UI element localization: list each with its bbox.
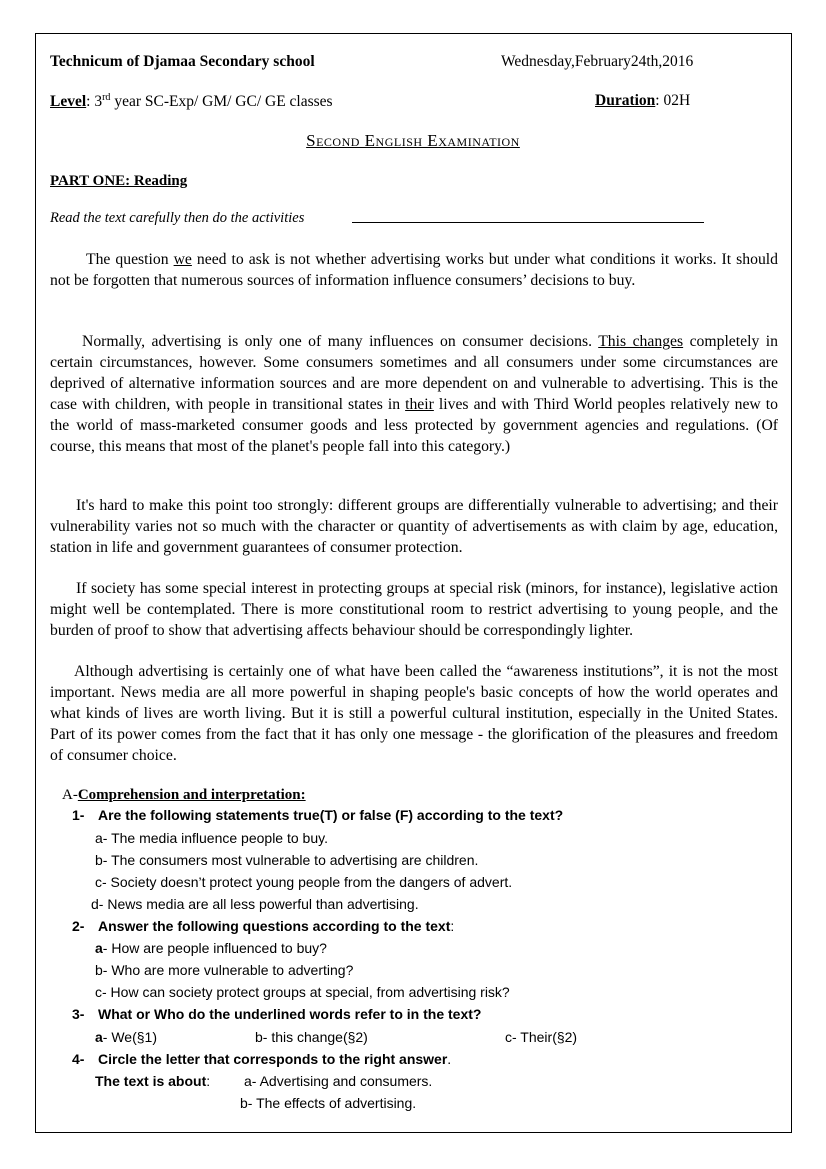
- question-3: 3- What or Who do the underlined words refer to in the text?: [72, 1006, 482, 1022]
- underlined-we: we: [173, 251, 192, 268]
- reading-instruction: Read the text carefully then do the activities: [50, 210, 305, 226]
- q3-item-c: c- Their(§2): [505, 1029, 578, 1045]
- duration-line: [595, 92, 690, 110]
- duration-label: Duration: [595, 92, 656, 109]
- underlined-this-changes: This changes: [598, 333, 684, 350]
- exam-title: Second English Examination: [306, 131, 520, 150]
- level-line: [50, 92, 333, 111]
- passage-paragraph-3: It's hard to make this point too strongly: different groups are differentially vulnerable to advertising; and their vulnerability varies not so much with the character or quantity of advertisements as with claim by age, education, station in life and government guarantees of consumer protection.: [50, 497, 778, 556]
- instruction-rule: [352, 222, 704, 223]
- q2-item-b: b- Who are more vulnerable to adverting?: [95, 962, 354, 978]
- level-classes: year SC-Exp/ GM/ GC/ GE classes: [110, 93, 333, 111]
- passage-paragraph-5: Although advertising is certainly one of what have been called the “awareness institutions”, it is not the most important. News media are all more powerful in shaping people's basic concepts of how the world operates and what kinds of lives are worth living. But it is still a powerful cultural institution, especially in the United States. Part of its power comes from the fact that it has only one message - the glorification of the pleasures and freedom of consumer choice.: [50, 663, 778, 764]
- level-label: Level: [50, 93, 87, 111]
- q2-item-c: c- How can society protect groups at special, from advertising risk?: [95, 984, 510, 1000]
- question-4: 4- Circle the letter that corresponds to the right answer.: [72, 1051, 452, 1067]
- q4-option-b: b- The effects of advertising.: [240, 1095, 417, 1111]
- part-one-title: PART ONE: Reading: [50, 173, 188, 189]
- passage-paragraph-1: The question we need to ask is not whether advertising works but under what conditions it works. It should not be forgotten that numerous sources of information influence consumers’ decisions to buy.: [50, 251, 778, 289]
- q1-item-d: d- News media are all less powerful than advertising.: [91, 896, 419, 912]
- q3-item-a: a- We(§1): [95, 1029, 157, 1045]
- q4-lead: The text is about:: [95, 1073, 211, 1089]
- section-a-heading: A-Comprehension and interpretation:: [62, 787, 306, 803]
- exam-date: Wednesday,February24th,2016: [501, 53, 694, 70]
- q4-option-a: a- Advertising and consumers.: [244, 1073, 433, 1089]
- duration-value: : 02H: [655, 92, 691, 109]
- underlined-their: their: [405, 396, 434, 413]
- passage-paragraph-2: Normally, advertising is only one of many influences on consumer decisions. This changes completely in certain circumstances, however. Some consumers sometimes and all consumers under some circumstances are deprived of alternative information sources and are more dependent on and vulnerable to advertising. This is the case with children, with people in transitional states in their lives and with Third World peoples relatively new to the world of mass-marketed consumer goods and less protected by government agencies and regulations. (Of course, this means that most of the planet's people fall into this category.): [50, 333, 778, 455]
- question-1: 1- Are the following statements true(T) or false (F) according to the text?: [72, 807, 564, 823]
- level-sup: rd: [102, 92, 111, 103]
- question-2: 2- Answer the following questions according to the text:: [72, 918, 455, 934]
- school-name: Technicum of Djamaa Secondary school: [50, 53, 315, 70]
- level-pre: : 3: [86, 93, 103, 111]
- q1-item-a: a- The media influence people to buy.: [95, 830, 328, 846]
- passage-paragraph-4: If society has some special interest in protecting groups at special risk (minors, for instance), legislative action might well be contemplated. There is more constitutional room to restrict advertising to young people, and the burden of proof to show that advertising affects behaviour should be correspondingly lighter.: [50, 580, 778, 639]
- q1-item-b: b- The consumers most vulnerable to advertising are children.: [95, 852, 479, 868]
- q2-item-a: a- How are people influenced to buy?: [95, 940, 327, 956]
- q1-item-c: c- Society doesn’t protect young people from the dangers of advert.: [95, 874, 513, 890]
- q3-item-b: b- this change(§2): [255, 1029, 368, 1045]
